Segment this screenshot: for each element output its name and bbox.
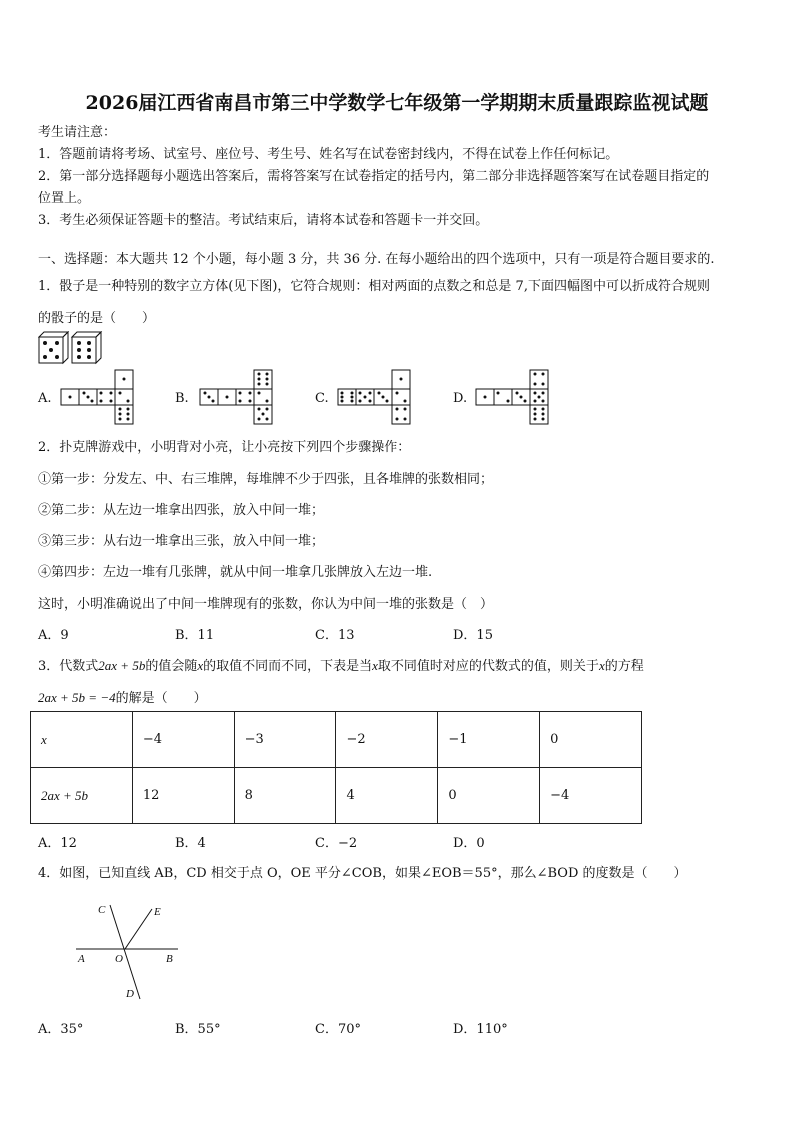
table-cell: −1 — [438, 712, 540, 768]
q2-option-a: A．9 — [38, 628, 69, 643]
q4-figure — [70, 895, 190, 1005]
q2-option-c: C．13 — [315, 628, 355, 643]
q3-stem — [38, 655, 644, 674]
notice-item-2: 2．第一部分选择题每小题选出答案后，需将答案写在试卷指定的括号内，第二部分非选择题答案写在试卷题目指定的 — [38, 169, 710, 184]
table-cell: 0 — [438, 768, 540, 824]
q1-option-d-label: D. — [453, 391, 468, 406]
die-right — [72, 332, 101, 363]
q3-stem-post: 的取值不同而不同，下表是当 — [203, 659, 373, 674]
q2-question: 这时，小明准确说出了中间一堆牌现有的张数，你认为中间一堆的张数是（ ） — [38, 597, 494, 612]
q2-step-4: ④第四步：左边一堆有几张牌，就从中间一堆拿几张牌放入左边一堆. — [38, 565, 433, 580]
q3-var-2: x — [372, 658, 378, 673]
q3-stem-post2: 取不同值时对应的代数式的值，则关于 — [377, 659, 599, 674]
q4-option-d: D．110° — [453, 1022, 508, 1037]
label-a: A — [78, 953, 85, 965]
q2-step-3: ③第三步：从右边一堆拿出三张，放入中间一堆； — [38, 534, 325, 549]
q1-net-d — [475, 369, 550, 425]
q3-stem-line2 — [38, 687, 207, 706]
table-row — [31, 768, 642, 824]
notice-heading: 考生请注意： — [38, 125, 117, 140]
label-o: O — [115, 953, 123, 965]
notice-item-2-cont: 位置上。 — [38, 191, 91, 206]
q3-expression: 2ax + 5b — [98, 658, 146, 673]
q3-stem-post3: 的方程 — [604, 659, 644, 674]
table-cell: −3 — [234, 712, 336, 768]
q3-equation: 2ax + 5b = −4 — [38, 690, 116, 705]
ray-oe — [125, 909, 152, 949]
q4-stem: 4．如图，已知直线 AB，CD 相交于点 O，OE 平分∠COB，如果∠EOB＝55°，那么∠BOD 的度数是（ ） — [38, 866, 687, 881]
table-cell: x — [31, 712, 133, 768]
q3-value-table — [30, 711, 642, 824]
q2-step-1: ①第一步：分发左、中、右三堆牌，每堆牌不少于四张，且各堆牌的张数相同； — [38, 472, 494, 487]
q1-option-b-label: B. — [175, 391, 189, 406]
q4-option-b: B．55° — [175, 1022, 221, 1037]
q3-option-b: B．4 — [175, 836, 206, 851]
q2-option-b: B．11 — [175, 628, 215, 643]
notice-item-1: 1．答题前请将考场、试室号、座位号、考生号、姓名写在试卷密封线内，不得在试卷上作任何标记。 — [38, 147, 619, 162]
q1-net-a — [60, 369, 135, 425]
q2-option-d: D．15 — [453, 628, 493, 643]
q3-var-3: x — [598, 658, 605, 673]
notice-item-3: 3．考生必须保证答题卡的整洁。考试结束后，请将本试卷和答题卡一并交回。 — [38, 213, 489, 228]
label-d: D — [126, 988, 134, 1000]
q3-stem-pre: 3．代数式 — [38, 659, 99, 674]
die-left — [39, 332, 68, 363]
q1-stem: 1．骰子是一种特别的数字立方体(见下图)，它符合规则：相对两面的点数之和总是 7,下面四幅图中可以折成符合规则 — [38, 279, 710, 294]
q1-option-a-label: A. — [38, 391, 52, 406]
q2-stem: 2．扑克牌游戏中，小明背对小亮，让小亮按下列四个步骤操作： — [38, 440, 411, 455]
q1-net-c — [337, 369, 412, 425]
q4-option-c: C．70° — [315, 1022, 361, 1037]
line-cd — [110, 905, 140, 999]
q3-stem-mid: 的值会随 — [145, 659, 198, 674]
q3-option-c: C．−2 — [315, 836, 358, 851]
table-cell: 8 — [234, 768, 336, 824]
q4-option-a: A．35° — [38, 1022, 84, 1037]
table-cell: −4 — [132, 712, 234, 768]
table-cell: 4 — [336, 768, 438, 824]
q3-option-a: A．12 — [38, 836, 77, 851]
q1-stem-line2: 的骰子的是（ ） — [38, 311, 156, 326]
dice-illustration — [38, 331, 104, 365]
table-cell: 0 — [540, 712, 642, 768]
table-cell: 12 — [132, 768, 234, 824]
table-cell: −2 — [336, 712, 438, 768]
page-title: 2026届江西省南昌市第三中学数学七年级第一学期期末质量跟踪监视试题 — [85, 92, 709, 114]
q3-var-1: x — [197, 658, 204, 673]
q3-option-d: D．0 — [453, 836, 485, 851]
table-cell: 2ax + 5b — [31, 768, 133, 824]
q1-option-c-label: C. — [315, 391, 329, 406]
q3-stem-tail: 的解是（ ） — [115, 691, 207, 706]
q1-net-b — [199, 369, 274, 425]
section-heading: 一、选择题：本大题共 12 个小题，每小题 3 分，共 36 分. 在每小题给出的四个选项中，只有一项是符合题目要求的. — [38, 252, 715, 267]
label-e: E — [154, 906, 161, 918]
table-row — [31, 712, 642, 768]
label-c: C — [98, 904, 106, 916]
label-b: B — [166, 953, 173, 965]
q2-step-2: ②第二步：从左边一堆拿出四张，放入中间一堆； — [38, 503, 325, 518]
table-cell: −4 — [540, 768, 642, 824]
